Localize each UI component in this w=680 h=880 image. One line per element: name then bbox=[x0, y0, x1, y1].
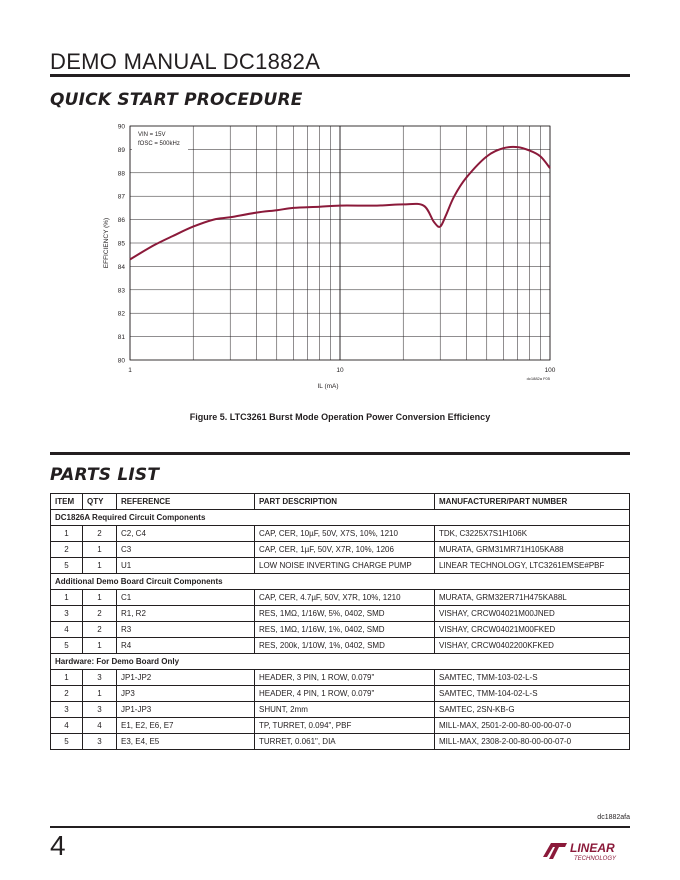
cell-description: LOW NOISE INVERTING CHARGE PUMP bbox=[255, 558, 435, 574]
table-row bbox=[51, 670, 630, 686]
cell-manufacturer: VISHAY, CRCW0402200KFKED bbox=[435, 638, 630, 654]
group-row bbox=[51, 654, 630, 670]
section-rule bbox=[50, 452, 630, 455]
logo-subtext: TECHNOLOGY bbox=[574, 856, 617, 862]
cell-manufacturer: SAMTEC, TMM-103-02-L-S bbox=[435, 670, 630, 686]
cell-reference: C2, C4 bbox=[117, 526, 255, 542]
document-title: DEMO MANUAL DC1882A bbox=[50, 49, 321, 74]
cell-description: RES, 200k, 1/10W, 1%, 0402, SMD bbox=[255, 638, 435, 654]
cell-item: 1 bbox=[51, 670, 83, 686]
cell-qty: 3 bbox=[83, 670, 117, 686]
cell-manufacturer: MURATA, GRM32ER71H475KA88L bbox=[435, 590, 630, 606]
cell-qty: 1 bbox=[83, 558, 117, 574]
header-rule bbox=[50, 74, 630, 77]
group-row bbox=[51, 574, 630, 590]
y-tick-label: 83 bbox=[117, 287, 125, 295]
cell-qty: 2 bbox=[83, 606, 117, 622]
figure-caption: Figure 5. LTC3261 Burst Mode Operation Power Conversion Efficiency bbox=[189, 412, 491, 422]
cell-item: 5 bbox=[51, 734, 83, 750]
cell-reference: E3, E4, E5 bbox=[117, 734, 255, 750]
cell-reference: JP1-JP2 bbox=[117, 670, 255, 686]
cell-reference: C1 bbox=[117, 590, 255, 606]
y-tick-label: 89 bbox=[117, 146, 125, 154]
cell-description: HEADER, 4 PIN, 1 ROW, 0.079" bbox=[255, 686, 435, 702]
cell-reference: U1 bbox=[117, 558, 255, 574]
cell-item: 3 bbox=[51, 702, 83, 718]
column-header-description: PART DESCRIPTION bbox=[255, 494, 435, 510]
x-tick-label: 1 bbox=[128, 367, 132, 374]
column-header-manufacturer: MANUFACTURER/PART NUMBER bbox=[435, 494, 630, 510]
cell-manufacturer: TDK, C3225X7S1H106K bbox=[435, 526, 630, 542]
cell-item: 5 bbox=[51, 558, 83, 574]
cell-description: TURRET, 0.061", DIA bbox=[255, 734, 435, 750]
table-row bbox=[51, 702, 630, 718]
y-tick-label: 86 bbox=[117, 217, 125, 225]
table-row bbox=[51, 558, 630, 574]
cell-item: 2 bbox=[51, 542, 83, 558]
cell-description: CAP, CER, 1µF, 50V, X7R, 10%, 1206 bbox=[255, 542, 435, 558]
y-tick-label: 87 bbox=[117, 193, 125, 201]
x-tick-label: 10 bbox=[336, 367, 344, 374]
cell-description: SHUNT, 2mm bbox=[255, 702, 435, 718]
cell-description: TP, TURRET, 0.094", PBF bbox=[255, 718, 435, 734]
cell-reference: R3 bbox=[117, 622, 255, 638]
y-tick-label: 84 bbox=[117, 263, 125, 271]
cell-description: RES, 1MΩ, 1/16W, 1%, 0402, SMD bbox=[255, 622, 435, 638]
cell-reference: R1, R2 bbox=[117, 606, 255, 622]
table-row bbox=[51, 606, 630, 622]
table-row bbox=[51, 622, 630, 638]
cell-item: 4 bbox=[51, 622, 83, 638]
column-header-qty: QTY bbox=[83, 494, 117, 510]
y-tick-label: 88 bbox=[117, 170, 125, 178]
cell-reference: JP3 bbox=[117, 686, 255, 702]
cell-manufacturer: MURATA, GRM31MR71H105KA88 bbox=[435, 542, 630, 558]
table-row bbox=[51, 526, 630, 542]
y-tick-label: 80 bbox=[117, 357, 125, 365]
chart-annotation: VIN = 15V bbox=[138, 132, 166, 138]
cell-description: RES, 1MΩ, 1/16W, 5%, 0402, SMD bbox=[255, 606, 435, 622]
lt-mark-icon bbox=[543, 843, 567, 859]
cell-manufacturer: LINEAR TECHNOLOGY, LTC3261EMSE#PBF bbox=[435, 558, 630, 574]
x-axis-label: IL (mA) bbox=[317, 383, 339, 390]
cell-qty: 2 bbox=[83, 622, 117, 638]
cell-manufacturer: VISHAY, CRCW04021M00FKED bbox=[435, 622, 630, 638]
cell-qty: 1 bbox=[83, 542, 117, 558]
cell-reference: C3 bbox=[117, 542, 255, 558]
cell-qty: 2 bbox=[83, 526, 117, 542]
table-row bbox=[51, 590, 630, 606]
x-tick-label: 100 bbox=[544, 367, 556, 374]
cell-item: 2 bbox=[51, 686, 83, 702]
cell-manufacturer: MILL-MAX, 2501-2-00-80-00-00-07-0 bbox=[435, 718, 630, 734]
cell-qty: 1 bbox=[83, 638, 117, 654]
group-label: Hardware: For Demo Board Only bbox=[51, 654, 630, 670]
parts-list-heading: PARTS LIST bbox=[50, 465, 160, 485]
cell-qty: 1 bbox=[83, 686, 117, 702]
cell-qty: 1 bbox=[83, 590, 117, 606]
quick-start-heading: QUICK START PROCEDURE bbox=[50, 90, 303, 110]
document-code: dc1882afa bbox=[597, 814, 630, 821]
cell-manufacturer: SAMTEC, TMM-104-02-L-S bbox=[435, 686, 630, 702]
cell-item: 4 bbox=[51, 718, 83, 734]
table-row bbox=[51, 718, 630, 734]
cell-qty: 3 bbox=[83, 702, 117, 718]
parts-table-body bbox=[51, 510, 630, 750]
column-header-reference: REFERENCE bbox=[117, 494, 255, 510]
y-tick-label: 85 bbox=[117, 240, 125, 248]
logo-wordmark: LINEAR bbox=[570, 841, 615, 855]
figure-code: dc1882a F05 bbox=[526, 376, 550, 381]
cell-qty: 3 bbox=[83, 734, 117, 750]
cell-item: 1 bbox=[51, 590, 83, 606]
chart-annotation: fOSC = 500kHz bbox=[138, 141, 180, 147]
table-row bbox=[51, 542, 630, 558]
group-label: Additional Demo Board Circuit Components bbox=[51, 574, 630, 590]
cell-qty: 4 bbox=[83, 718, 117, 734]
cell-reference: JP1-JP3 bbox=[117, 702, 255, 718]
y-tick-label: 90 bbox=[117, 123, 125, 131]
group-row bbox=[51, 510, 630, 526]
y-tick-label: 82 bbox=[117, 310, 125, 318]
cell-reference: E1, E2, E6, E7 bbox=[117, 718, 255, 734]
cell-item: 3 bbox=[51, 606, 83, 622]
cell-item: 5 bbox=[51, 638, 83, 654]
cell-description: HEADER, 3 PIN, 1 ROW, 0.079" bbox=[255, 670, 435, 686]
table-row bbox=[51, 734, 630, 750]
group-label: DC1826A Required Circuit Components bbox=[51, 510, 630, 526]
cell-item: 1 bbox=[51, 526, 83, 542]
parts-table bbox=[50, 493, 630, 750]
cell-description: CAP, CER, 4.7µF, 50V, X7R, 10%, 1210 bbox=[255, 590, 435, 606]
y-tick-label: 81 bbox=[117, 334, 125, 342]
cell-reference: R4 bbox=[117, 638, 255, 654]
cell-manufacturer: MILL-MAX, 2308-2-00-80-00-00-07-0 bbox=[435, 734, 630, 750]
footer-rule bbox=[50, 826, 630, 828]
cell-manufacturer: VISHAY, CRCW04021M00JNED bbox=[435, 606, 630, 622]
linear-technology-logo bbox=[541, 839, 631, 863]
cell-description: CAP, CER, 10µF, 50V, X7S, 10%, 1210 bbox=[255, 526, 435, 542]
column-header-item: ITEM bbox=[51, 494, 83, 510]
cell-manufacturer: SAMTEC, 2SN-KB-G bbox=[435, 702, 630, 718]
table-row bbox=[51, 638, 630, 654]
table-header-row bbox=[51, 494, 630, 510]
y-axis-label: EFFICIENCY (%) bbox=[103, 217, 110, 269]
efficiency-chart bbox=[96, 118, 566, 398]
page-number: 4 bbox=[50, 830, 66, 861]
table-row bbox=[51, 686, 630, 702]
